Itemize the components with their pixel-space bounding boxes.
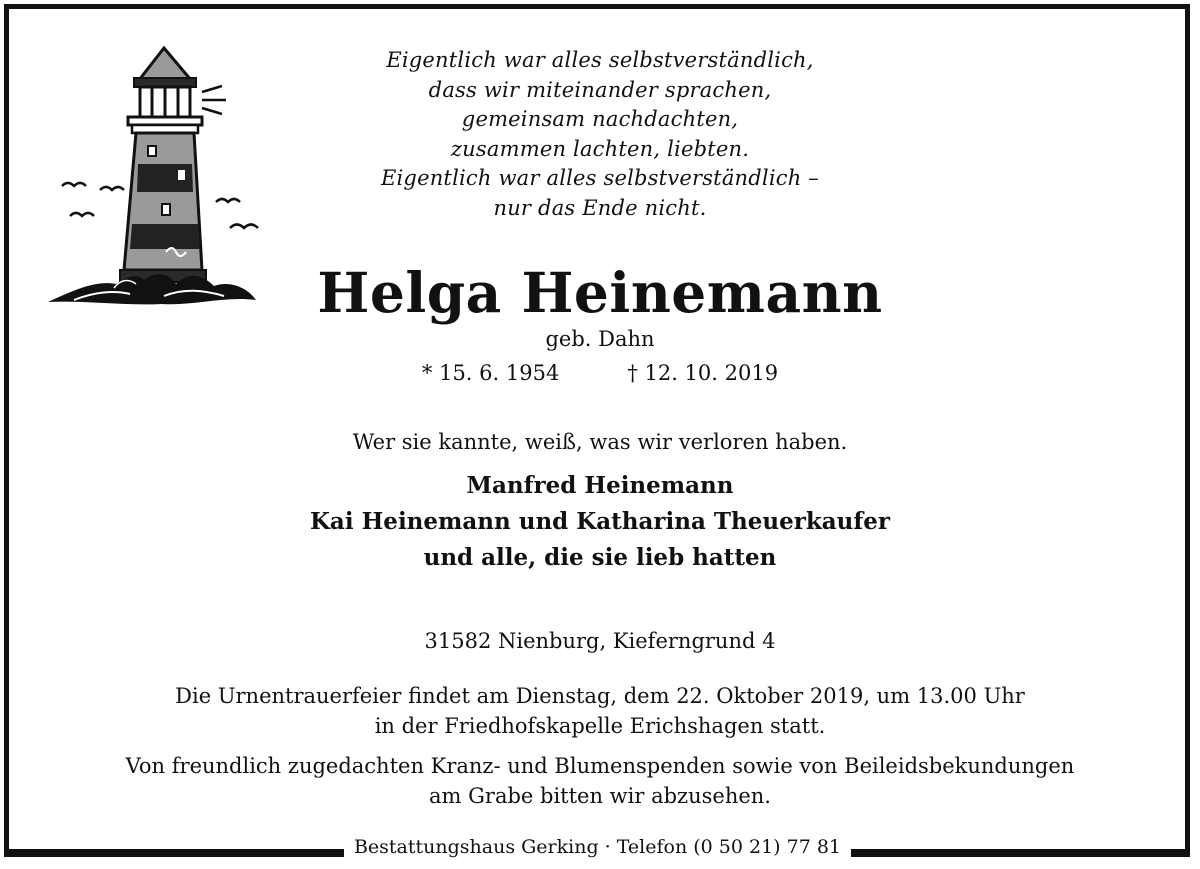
mourners-list bbox=[0, 468, 1200, 576]
maiden-name: geb. Dahn bbox=[545, 327, 655, 351]
mourner-line: Manfred Heinemann bbox=[466, 472, 734, 499]
death-date: † 12. 10. 2019 bbox=[627, 361, 779, 385]
donations-line: Von freundlich zugedachten Kranz- und Blumenspenden sowie von Beileidsbekundungen bbox=[125, 754, 1075, 778]
ceremony-line: in der Friedhofskapelle Erichshagen statt. bbox=[374, 714, 826, 738]
donations-line: am Grabe bitten wir abzusehen. bbox=[429, 784, 771, 808]
deceased-name: Helga Heinemann bbox=[317, 260, 883, 325]
poem-line: gemeinsam nachdachten, bbox=[461, 107, 739, 131]
footer bbox=[0, 832, 1200, 862]
lost-statement: Wer sie kannte, weiß, was wir verloren haben. bbox=[352, 430, 848, 454]
footer-rule-left bbox=[9, 849, 344, 854]
ceremony-line: Die Urnentrauerfeier findet am Dienstag, dem 22. Oktober 2019, um 13.00 Uhr bbox=[175, 684, 1025, 708]
poem bbox=[0, 46, 1200, 223]
footer-rule-right bbox=[851, 849, 1186, 854]
funeral-home-imprint: Bestattungshaus Gerking · Telefon (0 50 21) 77 81 bbox=[344, 832, 851, 862]
ceremony-notice bbox=[0, 681, 1200, 741]
poem-line: Eigentlich war alles selbstverständlich – bbox=[380, 166, 820, 190]
mourner-line: Kai Heinemann und Katharina Theuerkaufer bbox=[309, 508, 891, 535]
life-dates bbox=[0, 358, 1200, 388]
poem-line: nur das Ende nicht. bbox=[493, 195, 707, 220]
poem-line: zusammen lachten, liebten. bbox=[450, 136, 750, 161]
mourner-line: und alle, die sie lieb hatten bbox=[423, 544, 777, 571]
address: 31582 Nienburg, Kieferngrund 4 bbox=[424, 629, 776, 653]
birth-date: * 15. 6. 1954 bbox=[421, 361, 560, 385]
poem-line: dass wir miteinander sprachen, bbox=[428, 77, 772, 102]
donations-notice bbox=[0, 751, 1200, 811]
poem-line: Eigentlich war alles selbstverständlich, bbox=[386, 48, 814, 72]
